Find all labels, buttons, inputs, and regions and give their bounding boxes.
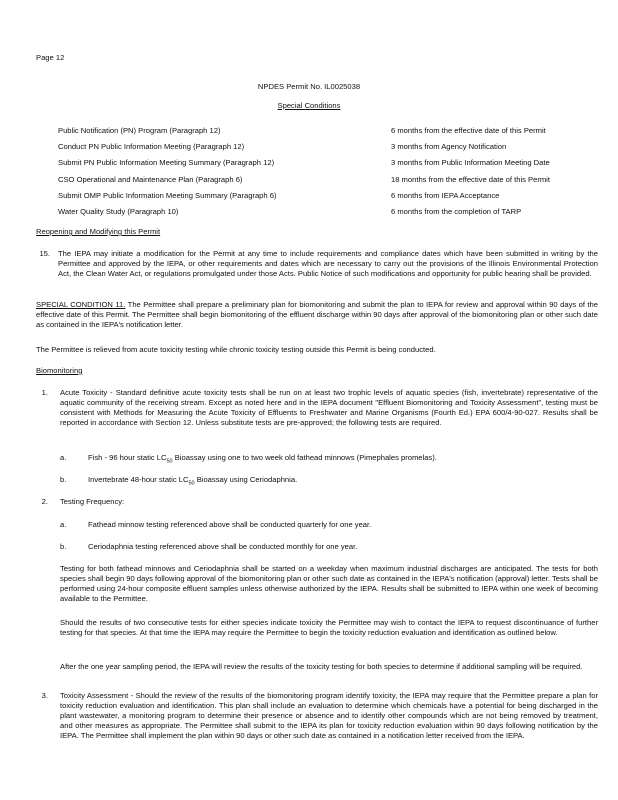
lc50-subscript: 50 — [188, 480, 195, 487]
schedule-task: Conduct PN Public Information Meeting (Paragraph 12) — [58, 142, 245, 151]
schedule-task: Water Quality Study (Paragraph 10) — [58, 207, 179, 216]
fathead-frequency-text: Fathead minnow testing referenced above shall be conducted quarterly for one year. — [88, 520, 372, 529]
fish-test-prefix: Fish - 96 hour static LC — [88, 453, 167, 462]
schedule-row — [58, 126, 618, 136]
permit-title: NPDES Permit No. IL0025038 — [257, 82, 361, 91]
toxicity-assessment-text: Toxicity Assessment - Should the review of the results of the biomonitoring program identify toxicity, the IEPA may require that the Permittee prepare a plan for toxicity reduction evaluation and identification. This plan shall include an evaluation to determine which chemicals have a potential for being discharged in the plant wastewater, a monitoring program to determine their presence or absence and to identify other compounds which are not being removed by treatment, and other measures as appropriate. The Permittee shall submit to the IEPA its plan for toxicity reduction evaluation within 90 days following notification by the IEPA. The Permittee shall implement the plan within 90 days or other such date as contained in a notification letter received from the IEPA. — [60, 691, 598, 740]
special-condition-11-label: SPECIAL CONDITION 11. — [36, 300, 126, 309]
schedule-due: 3 months from Public Information Meeting Date — [391, 158, 550, 167]
invertebrate-test-text — [88, 475, 598, 489]
acute-toxicity-text: Acute Toxicity - Standard definitive acute toxicity tests shall be run on at least two trophic levels of aquatic species (fish, invertebrate) representative of the aquatic community of the receiving stream. Except as noted here and in the IEPA document "Effluent Biomonitoring and Toxicity Assessment", testing must be consistent with Methods for Measuring the Acute Toxicity of Effluents to Freshwater and Marine Organisms (Fourth Ed.) EPA 600/4-90-027. Results shall be reported in accordance with Section 12. Unless substitute tests are pre-approved; the following tests are required. — [60, 388, 598, 427]
schedule-task: Submit PN Public Information Meeting Summary (Paragraph 12) — [58, 158, 275, 167]
testing-start-paragraph: Testing for both fathead minnows and Ceriodaphnia shall be started on a weekday when maximum industrial discharges are anticipated. The tests for both species shall begin 90 days following approval of the biomonitoring plan or other such date as contained in the IEPA's notification (approval) letter. Tests shall be performed using 24-hour composite effluent samples unless otherwise authorized by the IEPA. Results shall be submitted to IEPA within one week of becoming available to the Permittee. — [60, 564, 598, 603]
item-number: 2. — [41, 497, 48, 506]
testing-frequency-heading: Testing Frequency: — [60, 497, 125, 506]
schedule-due: 3 months from Agency Notification — [391, 142, 507, 151]
relieved-statement: The Permittee is relieved from acute toxicity testing while chronic toxicity testing outside this Permit is being conducted. — [36, 345, 436, 354]
schedule-row — [58, 175, 618, 185]
ceriodaphnia-frequency-text: Ceriodaphnia testing referenced above shall be conducted monthly for one year. — [88, 542, 358, 551]
invertebrate-test-prefix: Invertebrate 48-hour static LC — [88, 475, 189, 484]
sampling-review-paragraph: After the one year sampling period, the IEPA will review the results of the toxicity testing for both species to determine if additional sampling will be required. — [60, 662, 583, 671]
schedule-row — [58, 142, 618, 152]
paragraph-15-text: The IEPA may initiate a modification for the Permit at any time to include requirements and compliance dates which have been submitted in writing by the Permittee and approved by the IEPA, or other requirements and dates which are necessary to carry out the provisions of the Illinois Environmental Protection Act, the Clean Water Act, or regulations promulgated under those Acts. Public Notice of such modifications and opportunity for public hearing shall be provided. — [58, 249, 598, 278]
schedule-due: 6 months from IEPA Acceptance — [391, 191, 500, 200]
sub-item-letter: a. — [60, 520, 67, 529]
biomonitoring-heading: Biomonitoring — [36, 366, 83, 375]
sub-item-letter: b. — [60, 542, 67, 551]
schedule-due: 18 months from the effective date of this Permit — [391, 175, 550, 184]
special-conditions-heading: Special Conditions — [277, 101, 341, 110]
sub-item-letter: b. — [60, 475, 67, 484]
fish-test-text — [88, 453, 598, 467]
sub-item-letter: a. — [60, 453, 67, 462]
lc50-subscript: 50 — [166, 458, 173, 465]
schedule-task: Submit OMP Public Information Meeting Summary (Paragraph 6) — [58, 191, 277, 200]
schedule-row — [58, 158, 618, 168]
schedule-due: 6 months from the completion of TARP — [391, 207, 522, 216]
special-condition-11-text: The Permittee shall prepare a preliminary plan for biomonitoring and submit the plan to IEPA for review and approval within 90 days of the effective date of this Permit. The Permittee shall begin biomonitoring of the effluent discharge within 90 days after approval of the biomonitoring plan or other such date as contained in the IEPA's notification letter. — [36, 300, 598, 329]
invertebrate-test-suffix: Bioassay using Ceriodaphnia. — [194, 475, 298, 484]
consecutive-results-paragraph: Should the results of two consecutive tests for either species indicate toxicity the Permittee may wish to contact the IEPA to request discontinuance of further testing for that species. At that time the IEPA may require the Permittee to begin the toxicity reduction evaluation and identification as outlined below. — [60, 618, 598, 637]
page-number: Page 12 — [36, 53, 65, 62]
reopening-heading: Reopening and Modifying this Permit — [36, 227, 161, 236]
item-number: 1. — [41, 388, 48, 397]
schedule-task: CSO Operational and Maintenance Plan (Paragraph 6) — [58, 175, 243, 184]
schedule-task: Public Notification (PN) Program (Paragraph 12) — [58, 126, 221, 135]
fish-test-suffix: Bioassay using one to two week old fathead minnows (Pimephales promelas). — [172, 453, 437, 462]
schedule-row — [58, 207, 618, 217]
item-number: 3. — [41, 691, 48, 700]
special-condition-11 — [36, 300, 598, 330]
schedule-due: 6 months from the effective date of this Permit — [391, 126, 546, 135]
paragraph-number: 15. — [39, 249, 50, 258]
schedule-row — [58, 191, 618, 201]
